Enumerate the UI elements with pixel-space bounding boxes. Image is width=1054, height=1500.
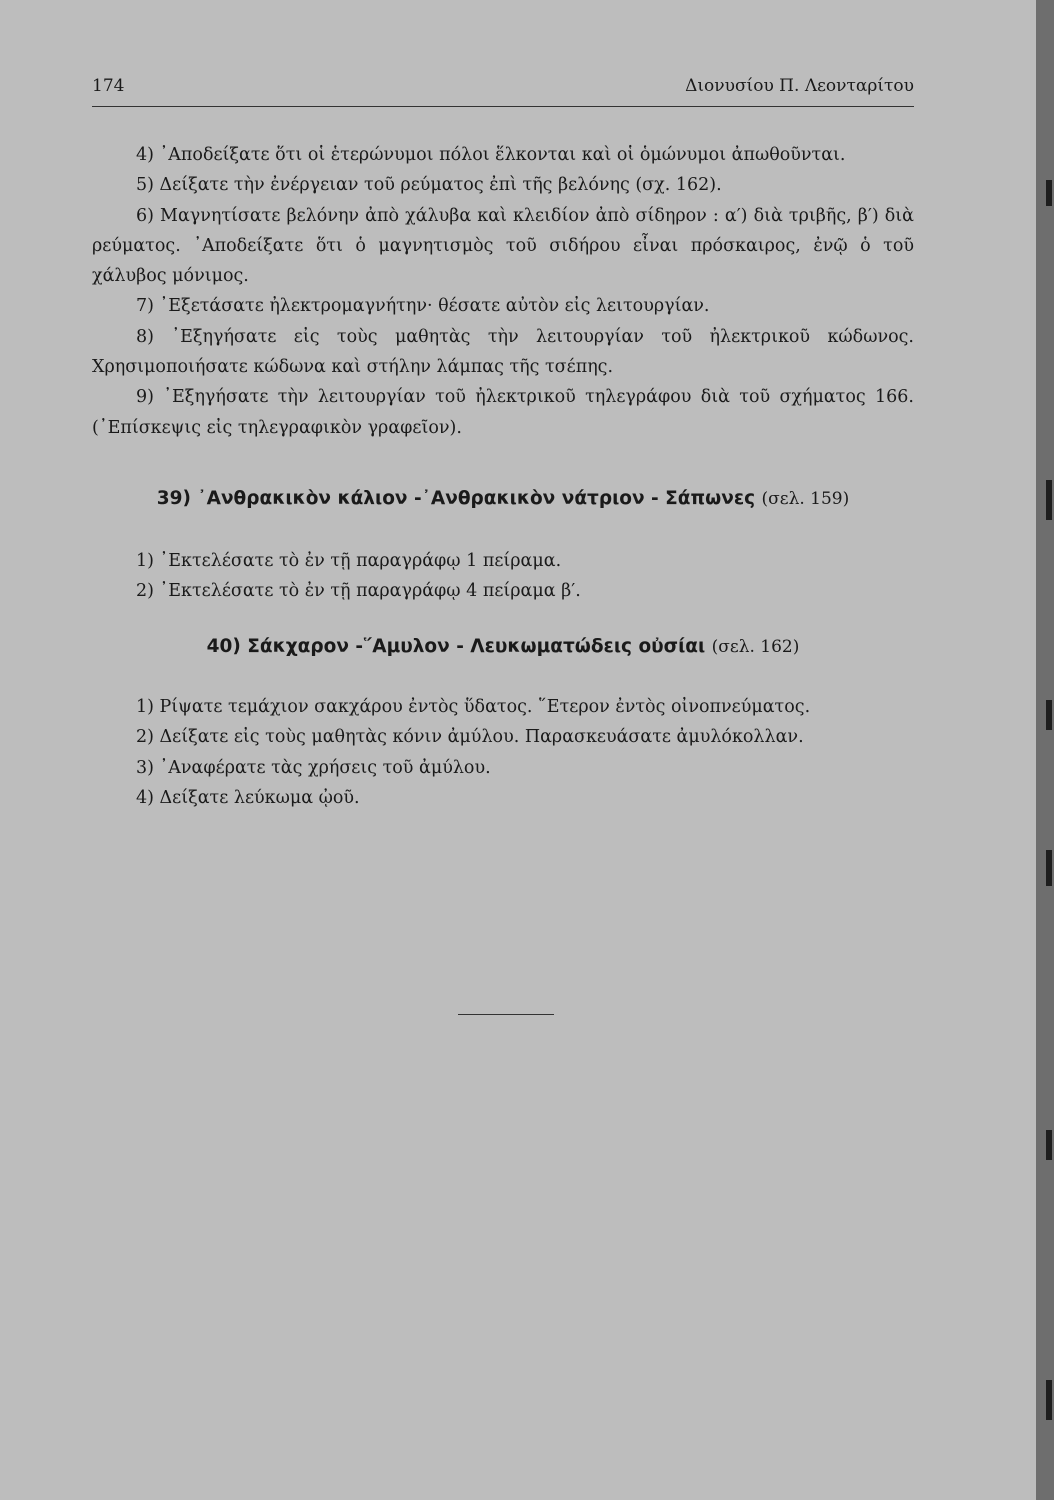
end-rule — [458, 1014, 554, 1015]
exercise-item-5: 5) Δείξατε τὴν ἐνέργειαν τοῦ ρεύματος ἐπὶ τῆς βελόνης (σχ. 162). — [136, 175, 722, 196]
exercise-item-9: 9) ᾽Εξηγήσατε τὴν λειτουργίαν τοῦ ἠλεκτρικοῦ τηλεγράφου διὰ τοῦ σχήματος 166. (᾽Επίσκεψις εἰς τηλεγραφικὸν γραφεῖον). — [92, 387, 914, 438]
edge-mark — [1046, 180, 1052, 206]
section-40-heading — [92, 636, 914, 657]
page-number: 174 — [92, 76, 125, 96]
page-edge — [1036, 0, 1054, 1500]
section-39-item-2: 2) ᾽Εκτελέσατε τὸ ἐν τῇ παραγράφῳ 4 πείραμα β′. — [136, 581, 581, 602]
section-40-page-ref: (σελ. 162) — [711, 637, 800, 657]
header-rule — [92, 106, 914, 107]
section-40-item-4: 4) Δείξατε λεύκωμα ᾠοῦ. — [136, 787, 360, 808]
section-39-title: 39) ᾽Ανθρακικὸν κάλιον -᾽Ανθρακικὸν νάτριον - Σάπωνες — [156, 488, 756, 509]
running-title: Διονυσίου Π. Λεονταρίτου — [685, 76, 914, 96]
section-40-item-1: 1) Ρίψατε τεμάχιον σακχάρου ἐντὸς ὕδατος. ῞Ετερον ἐντὸς οἰνοπνεύματος. — [136, 697, 811, 717]
section-39-exercises — [92, 546, 914, 607]
edge-mark — [1046, 480, 1052, 520]
section-39-item-1: 1) ᾽Εκτελέσατε τὸ ἐν τῇ παραγράφῳ 1 πείραμα. — [136, 551, 562, 571]
edge-mark — [1046, 1130, 1052, 1160]
section-40-exercises — [92, 692, 914, 813]
exercise-list-electricity — [92, 140, 914, 443]
edge-mark — [1046, 700, 1052, 730]
section-40-title: 40) Σάκχαρον -῞Αμυλον - Λευκωματώδεις οὐσίαι — [206, 636, 706, 657]
edge-mark — [1046, 850, 1052, 886]
section-39-heading — [92, 488, 914, 509]
section-40-item-2: 2) Δείξατε εἰς τοὺς μαθητὰς κόνιν ἀμύλου. Παρασκευάσατε ἀμυλόκολλαν. — [136, 727, 804, 748]
section-40-item-3: 3) ᾽Αναφέρατε τὰς χρήσεις τοῦ ἀμύλου. — [136, 757, 491, 778]
exercise-item-7: 7) ᾽Εξετάσατε ἠλεκτρομαγνήτην· θέσατε αὐτὸν εἰς λειτουργίαν. — [136, 296, 710, 317]
edge-mark — [1046, 1380, 1052, 1420]
exercise-item-6: 6) Μαγνητίσατε βελόνην ἀπὸ χάλυβα καὶ κλειδίον ἀπὸ σίδηρον : α′) διὰ τριβῆς, β′) διὰ ρεύματος. ᾽Αποδείξατε ὅτι ὁ μαγνητισμὸς τοῦ σιδήρου εἶναι πρόσκαιρος, ἐνῷ ὁ τοῦ χάλυβος μόνιμος. — [92, 205, 914, 287]
exercise-item-4: 4) ᾽Αποδείξατε ὅτι οἱ ἑτερώνυμοι πόλοι ἕλκονται καὶ οἱ ὁμώνυμοι ἀπωθοῦνται. — [136, 145, 846, 165]
exercise-item-8: 8) ᾽Εξηγήσατε εἰς τοὺς μαθητὰς τὴν λειτουργίαν τοῦ ἠλεκτρικοῦ κώδωνος. Χρησιμοποιήσατε κώδωνα καὶ στήλην λάμπας τῆς τσέπης. — [92, 326, 914, 378]
section-39-page-ref: (σελ. 159) — [761, 489, 850, 509]
